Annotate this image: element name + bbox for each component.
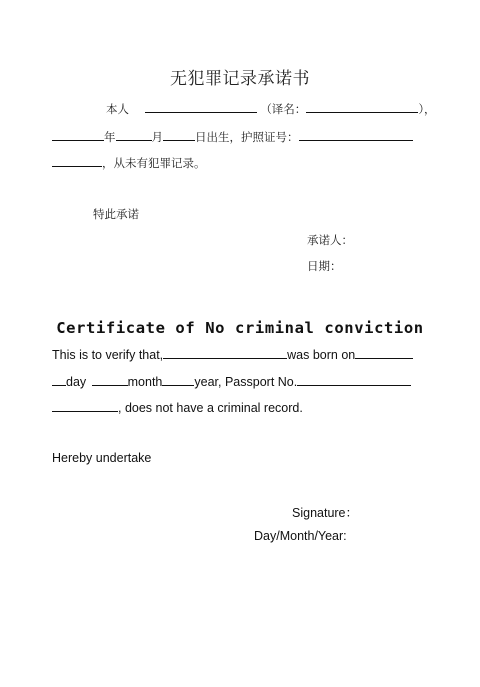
en-signature-label: Signature： [292, 506, 359, 520]
en-month-label: month [127, 375, 163, 389]
en-passport-blank[interactable] [297, 373, 411, 386]
cn-month-label: 月 [151, 130, 163, 144]
en-line-1 [52, 346, 413, 362]
cn-year-blank[interactable] [52, 128, 104, 141]
cn-year-label: 年 [104, 130, 116, 144]
cn-day-birth-label: 日出生，护照证号： [195, 130, 299, 144]
cn-line-3 [52, 154, 206, 171]
cn-line-1 [106, 100, 436, 117]
en-passport-blank-cont[interactable] [52, 399, 118, 412]
cn-passport-blank[interactable] [299, 128, 413, 141]
cn-hereby: 特此承诺 [93, 207, 139, 221]
cn-month-blank[interactable] [116, 128, 152, 141]
cn-passport-blank-cont[interactable] [52, 154, 102, 167]
en-birth-blank[interactable] [355, 346, 413, 359]
en-year-passport-label: year, Passport No. [194, 375, 298, 389]
en-hereby: Hereby undertake [52, 451, 152, 465]
cn-day-blank[interactable] [163, 128, 195, 141]
cn-translated-close: ）， [418, 102, 436, 116]
cn-translated-name-blank[interactable] [306, 100, 418, 113]
en-line-3 [52, 399, 303, 415]
en-line-2 [52, 373, 411, 389]
en-year-blank[interactable] [162, 373, 194, 386]
en-no-record-text: , does not have a criminal record. [118, 401, 303, 415]
en-title: Certificate of No criminal conviction [56, 319, 424, 337]
en-day-blank[interactable] [52, 373, 66, 386]
cn-signer-label: 承诺人： [307, 233, 353, 247]
cn-title: 无犯罪记录承诺书 [170, 69, 310, 89]
cn-line-2 [52, 128, 413, 145]
cn-self-label: 本人 [106, 102, 129, 116]
en-name-blank[interactable] [163, 346, 287, 359]
cn-no-record-text: ，从未有犯罪记录。 [102, 156, 206, 170]
en-verify-text: This is to verify that, [52, 348, 164, 362]
cn-translated-open: （译名： [260, 102, 307, 116]
en-date-label: Day/Month/Year: [254, 529, 347, 543]
cn-date-label: 日期： [307, 259, 342, 273]
en-day-label: day [66, 375, 87, 389]
en-born-on-text: was born on [287, 348, 356, 362]
cn-name-blank[interactable] [145, 100, 257, 113]
en-month-blank[interactable] [92, 373, 128, 386]
